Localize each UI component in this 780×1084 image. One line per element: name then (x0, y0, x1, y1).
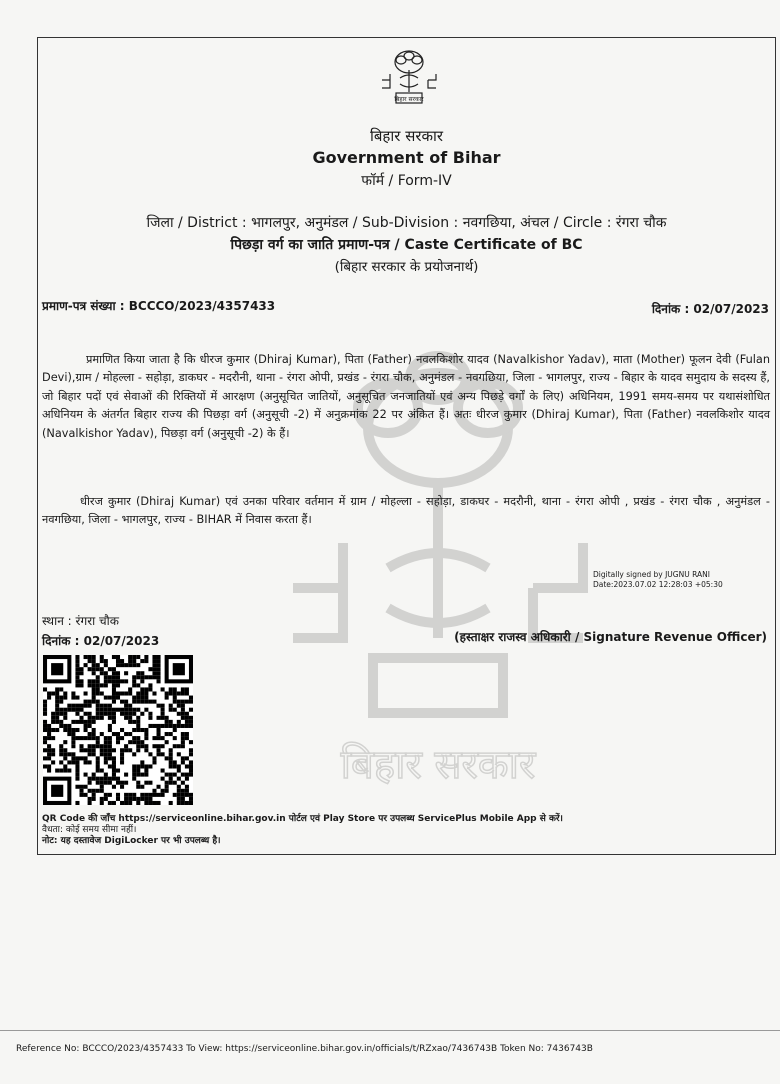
body-paragraph-2: धीरज कुमार (Dhiraj Kumar) एवं उनका परिवार वर्तमान में ग्राम / मोहल्ला - सहोड़ा, डाकघर - मदरौनी, थाना - रंगरा ओपी , प्रखंड - रंगरा चौक , अनुमंडल - नवगछिया, जिला - भागलपुर, राज्य - BIHAR में निवास करता हैं। (42, 495, 770, 527)
govt-english: Government of Bihar (312, 148, 501, 167)
certificate-frame (37, 37, 776, 855)
certificate-title: पिछड़ा वर्ग का जाति प्रमाण-पत्र / Caste Certificate of BC (230, 237, 583, 253)
note-qr-verification: QR Code की जाँच https://serviceonline.bihar.gov.in पोर्टल एवं Play Store पर उपलब्ध ServicePlus Mobile App से करें। (42, 814, 563, 824)
digital-signature-line-1: Digitally signed by JUGNU RANI (593, 570, 710, 579)
digital-signature-line-2: Date:2023.07.02 12:28:03 +05:30 (593, 580, 723, 589)
signature-date: दिनांक : 02/07/2023 (42, 634, 160, 648)
place-label: स्थान : रंगरा चौक (42, 614, 119, 628)
certificate-number: प्रमाण-पत्र संख्या : BCCCO/2023/4357433 (42, 299, 276, 313)
certificate-subtitle: (बिहार सरकार के प्रयोजनार्थ) (334, 259, 479, 275)
location-line: जिला / District : भागलपुर, अनुमंडल / Sub-Division : नवगछिया, अंचल / Circle : रंगरा चौक (146, 215, 667, 231)
certificate-date: दिनांक : 02/07/2023 (651, 302, 769, 316)
form-number: फॉर्म / Form-IV (361, 173, 452, 189)
svg-text:बिहार सरकार: बिहार सरकार (394, 96, 424, 103)
svg-text:बिहार सरकार: बिहार सरकार (340, 742, 536, 788)
verification-notes (42, 814, 762, 847)
note-validity: वैधता: कोई समय सीमा नहीं। (42, 825, 137, 835)
qr-code-icon (43, 655, 193, 805)
body-paragraph-1: प्रमाणित किया जाता है कि धीरज कुमार (Dhiraj Kumar), पिता (Father) नवलकिशोर यादव (Navalkishor Yadav), माता (Mother) फूलन देवी (Fulan Devi),ग्राम / मोहल्ला - सहोड़ा, डाकघर - मदरौनी, थाना - रंगरा ओपी, प्रखंड - रंगरा चौक, अनुमंडल - नवगछिया, जिला - भागलपुर, राज्य - बिहार के यादव समुदाय के सदस्य हैं, जो बिहार पदों एवं सेवाओं की रिक्तियों में आरक्षण (अनुसूचित जातियों, अनुसूचित जनजातियों एवं अन्य पिछड़े वर्गों के लिए) अधिनियम, 1991 समय-समय पर यथासंशोधित अधिनियम के अंतर्गत बिहार राज्य की पिछड़ा वर्ग (अनुसूची -2) में अनुक्रमांक 22 पर अंकित हैं। अतः धीरज कुमार (Dhiraj Kumar), पिता (Father) नवलकिशोर यादव (Navalkishor Yadav), पिछड़ा वर्ग (अनुसूची -2) के हैं। (42, 353, 770, 440)
digital-signature (593, 570, 723, 590)
footer-divider (0, 1030, 780, 1031)
signature-officer: (हस्ताक्षर राजस्व अधिकारी / Signature Revenue Officer) (454, 630, 767, 644)
note-digilocker: नोट: यह दस्तावेज DigiLocker पर भी उपलब्ध है। (42, 836, 221, 846)
footer-reference: Reference No: BCCCO/2023/4357433 To View: https://serviceonline.bihar.gov.in/officials/t/RZxao/7436743B Token No: 7436743B (16, 1044, 593, 1054)
bihar-emblem-icon (376, 48, 442, 108)
govt-hindi: बिहार सरकार (369, 127, 444, 145)
